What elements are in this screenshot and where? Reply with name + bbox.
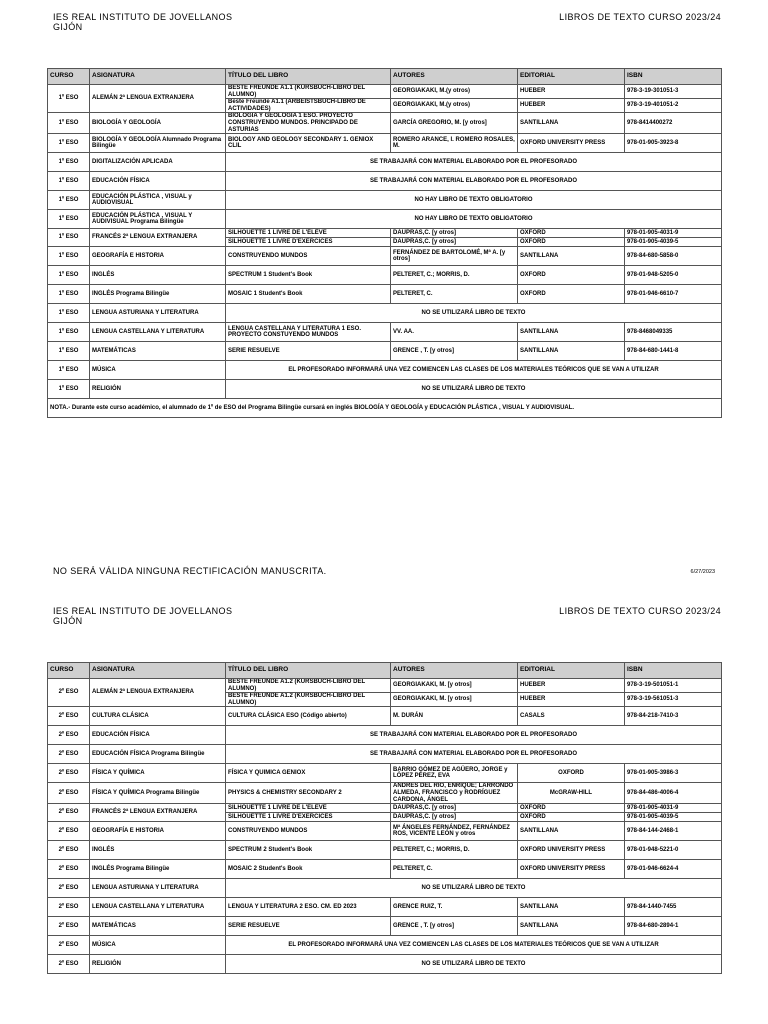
- titulo-cell: SILHOUETTE 1 LIVRE DE L'ÉLÈVE: [226, 229, 391, 238]
- curso-cell: 1º ESO: [48, 153, 90, 172]
- editorial-cell: CASALS: [518, 707, 625, 726]
- asignatura-cell: BIOLOGÍA Y GEOLOGÍA Alumnado Programa Bilingüe: [90, 134, 226, 153]
- autores-cell: ANDRÉS DEL RIO, ENRIQUE; LARRONDO ALMEDA, FRANCISCO y RODRÍGUEZ CARDONA, ÁNGEL: [391, 783, 518, 804]
- asignatura-cell: FÍSICA Y QUÍMICA Programa Bilingüe: [90, 783, 226, 804]
- col-editorial-header: EDITORIAL: [518, 69, 625, 85]
- isbn-cell: 978-84-144-2468-1: [625, 822, 722, 841]
- curso-cell: 1º ESO: [48, 113, 90, 134]
- manuscript-note: NO SERÁ VÁLIDA NINGUNA RECTIFICACIÓN MANUSCRITA.: [53, 566, 327, 576]
- titulo-cell: CONSTRUYENDO MUNDOS: [226, 247, 391, 266]
- table-row: [48, 841, 722, 860]
- autores-cell: GRENCE , T. [y otros]: [391, 917, 518, 936]
- isbn-cell: 978-3-19-561051-3: [625, 693, 722, 707]
- note-cell: SE TRABAJARÁ CON MATERIAL ELABORADO POR EL PROFESORADO: [226, 745, 722, 764]
- titulo-cell: BIOLOGÍA Y GEOLOGÍA 1 ESO. PROYECTO CONSTRUYENDO MUNDOS. PRINCIPADO DE ASTURIAS: [226, 113, 391, 134]
- asignatura-cell: EDUCACIÓN FÍSICA: [90, 726, 226, 745]
- titulo-cell: BESTE FREUNDE A1.1 (KURSBUCH-LIBRO DEL ALUMNO): [226, 85, 391, 99]
- asignatura-cell: DIGITALIZACIÓN APLICADA: [90, 153, 226, 172]
- isbn-cell: 978-01-905-3986-3: [625, 764, 722, 783]
- autores-cell: GARCÍA GREGORIO, M. [y otros]: [391, 113, 518, 134]
- curso-cell: 2º ESO: [48, 917, 90, 936]
- asignatura-cell: GEOGRAFÍA E HISTORIA: [90, 247, 226, 266]
- asignatura-cell: INGLÉS: [90, 266, 226, 285]
- col-editorial-header: EDITORIAL: [518, 663, 625, 679]
- autores-cell: PELTERET, C.; MORRIS, D.: [391, 841, 518, 860]
- col-titulo-header: TÍTULO DEL LIBRO: [226, 663, 391, 679]
- curso-cell: 2º ESO: [48, 804, 90, 822]
- curso-cell: 2º ESO: [48, 707, 90, 726]
- titulo-cell: FÍSICA Y QUIMICA GENIOX: [226, 764, 391, 783]
- col-autores-header: AUTORES: [391, 663, 518, 679]
- curso-cell: 2º ESO: [48, 822, 90, 841]
- asignatura-cell: INGLÉS: [90, 841, 226, 860]
- curso-cell: 1º ESO: [48, 304, 90, 323]
- curso-cell: 2º ESO: [48, 783, 90, 804]
- note-cell: NO HAY LIBRO DE TEXTO OBLIGATORIO: [226, 191, 722, 210]
- asignatura-cell: FÍSICA Y QUÍMICA: [90, 764, 226, 783]
- table-row: [48, 153, 722, 172]
- editorial-cell: SANTILLANA: [518, 917, 625, 936]
- autores-cell: GEORGIAKAKI, M.(y otros): [391, 85, 518, 99]
- autores-cell: BARRIO GÓMEZ DE AGÜERO, JORGE y LÓPEZ PÉREZ, EVA: [391, 764, 518, 783]
- asignatura-cell: FRANCÉS 2ª LENGUA EXTRANJERA: [90, 804, 226, 822]
- table-row: [48, 247, 722, 266]
- school-city: GIJÓN: [53, 616, 83, 626]
- titulo-cell: CULTURA CLÁSICA ESO (Código abierto): [226, 707, 391, 726]
- col-curso-header: CURSO: [48, 69, 90, 85]
- isbn-cell: 978-01-948-5205-0: [625, 266, 722, 285]
- curso-cell: 1º ESO: [48, 191, 90, 210]
- curso-cell: 1º ESO: [48, 285, 90, 304]
- table-row: [48, 172, 722, 191]
- titulo-cell: SPECTRUM 1 Student's Book: [226, 266, 391, 285]
- editorial-cell: OXFORD: [518, 813, 625, 822]
- asignatura-cell: INGLÉS Programa Bilingüe: [90, 285, 226, 304]
- autores-cell: ROMERO ARANCE, I. ROMERO ROSALES, M.: [391, 134, 518, 153]
- isbn-cell: 978-84-1440-7455: [625, 898, 722, 917]
- curso-cell: 1º ESO: [48, 210, 90, 229]
- isbn-cell: 978-01-948-5221-0: [625, 841, 722, 860]
- col-autores-header: AUTORES: [391, 69, 518, 85]
- col-isbn-header: ISBN: [625, 69, 722, 85]
- asignatura-cell: MÚSICA: [90, 936, 226, 955]
- autores-cell: DAUPRAS,C. [y otros]: [391, 229, 518, 238]
- autores-cell: GEORGIAKAKI, M. [y otros]: [391, 693, 518, 707]
- curso-cell: 2º ESO: [48, 745, 90, 764]
- note-cell: SE TRABAJARÁ CON MATERIAL ELABORADO POR EL PROFESORADO: [226, 153, 722, 172]
- doc-title-1: LIBROS DE TEXTO CURSO 2023/24: [559, 12, 721, 22]
- editorial-cell: OXFORD: [518, 285, 625, 304]
- editorial-cell: SANTILLANA: [518, 247, 625, 266]
- note-cell: NO SE UTILIZARÁ LIBRO DE TEXTO: [226, 380, 722, 399]
- curso-cell: 1º ESO: [48, 323, 90, 342]
- school-header-1: [53, 12, 232, 32]
- curso-cell: 1º ESO: [48, 172, 90, 191]
- curso-cell: 1º ESO: [48, 134, 90, 153]
- asignatura-cell: LENGUA CASTELLANA Y LITERATURA: [90, 323, 226, 342]
- table-row: [48, 304, 722, 323]
- asignatura-cell: RELIGIÓN: [90, 955, 226, 974]
- curso-cell: 1º ESO: [48, 266, 90, 285]
- editorial-cell: McGRAW-HILL: [518, 783, 625, 804]
- titulo-cell: LENGUA CASTELLANA Y LITERATURA 1 ESO. PROYECTO CONSTUYENDO MUNDOS: [226, 323, 391, 342]
- table-row: [48, 266, 722, 285]
- table-row: [48, 783, 722, 804]
- table-row: [48, 917, 722, 936]
- textbook-table-1eso: [47, 68, 722, 418]
- curso-cell: 2º ESO: [48, 955, 90, 974]
- curso-cell: 2º ESO: [48, 860, 90, 879]
- editorial-cell: SANTILLANA: [518, 342, 625, 361]
- table-row: [48, 898, 722, 917]
- table-row: [48, 229, 722, 238]
- col-isbn-header: ISBN: [625, 663, 722, 679]
- isbn-cell: 978-01-905-3923-8: [625, 134, 722, 153]
- col-asignatura-header: ASIGNATURA: [90, 663, 226, 679]
- curso-cell: 1º ESO: [48, 247, 90, 266]
- curso-cell: 1º ESO: [48, 361, 90, 380]
- isbn-cell: 978-84-486-4006-4: [625, 783, 722, 804]
- table-row: [48, 85, 722, 99]
- autores-cell: PELTERET, C.: [391, 285, 518, 304]
- autores-cell: GRENCE RUIZ, T.: [391, 898, 518, 917]
- editorial-cell: OXFORD: [518, 266, 625, 285]
- autores-cell: DAUPRAS,C. [y otros]: [391, 238, 518, 247]
- autores-cell: PELTERET, C.; MORRIS, D.: [391, 266, 518, 285]
- editorial-cell: OXFORD: [518, 764, 625, 783]
- autores-cell: M. DURÁN: [391, 707, 518, 726]
- titulo-cell: BESTE FREUNDE A1.2 (KURSBUCH-LIBRO DEL ALUMNO): [226, 679, 391, 693]
- table-row: [48, 285, 722, 304]
- table-row: [48, 134, 722, 153]
- curso-cell: 2º ESO: [48, 764, 90, 783]
- asignatura-cell: GEOGRAFÍA E HISTORIA: [90, 822, 226, 841]
- asignatura-cell: BIOLOGÍA Y GEOLOGÍA: [90, 113, 226, 134]
- autores-cell: VV. AA.: [391, 323, 518, 342]
- asignatura-cell: LENGUA ASTURIANA Y LITERATURA: [90, 879, 226, 898]
- isbn-cell: 978-3-19-301051-3: [625, 85, 722, 99]
- table-row: [48, 342, 722, 361]
- table-row: [48, 380, 722, 399]
- asignatura-cell: MÚSICA: [90, 361, 226, 380]
- col-asignatura-header: ASIGNATURA: [90, 69, 226, 85]
- asignatura-cell: INGLÉS Programa Bilingüe: [90, 860, 226, 879]
- table-header-row: [48, 69, 722, 85]
- table-row: [48, 745, 722, 764]
- isbn-cell: 978-84-680-1441-8: [625, 342, 722, 361]
- titulo-cell: SILHOUETTE 1 LIVRE DE L'ELEVE: [226, 804, 391, 813]
- titulo-cell: PHYSICS & CHEMISTRY SECONDARY 2: [226, 783, 391, 804]
- note-cell: NO SE UTILIZARÁ LIBRO DE TEXTO: [226, 304, 722, 323]
- table-row: [48, 822, 722, 841]
- isbn-cell: 978-01-905-4031-9: [625, 804, 722, 813]
- isbn-cell: 978-84-680-2894-1: [625, 917, 722, 936]
- editorial-cell: HUEBER: [518, 693, 625, 707]
- titulo-cell: Beste Freunde A1.1 (ARBEISTSBUCH-LIBRO DE ACTIVIDADES): [226, 99, 391, 113]
- isbn-cell: 978-8468049335: [625, 323, 722, 342]
- titulo-cell: SILHOUETTE 1 LIVRE D'EXERCICES: [226, 813, 391, 822]
- autores-cell: GEORGIAKAKI, M.(y otros): [391, 99, 518, 113]
- school-header-2: [53, 606, 232, 626]
- editorial-cell: SANTILLANA: [518, 822, 625, 841]
- asignatura-cell: LENGUA CASTELLANA Y LITERATURA: [90, 898, 226, 917]
- doc-title-2: LIBROS DE TEXTO CURSO 2023/24: [559, 606, 721, 616]
- table-row: [48, 113, 722, 134]
- note-cell: EL PROFESORADO INFORMARÁ UNA VEZ COMIENCEN LAS CLASES DE LOS MATERIALES TEÓRICOS QUE SE VAN A UTILIZAR: [226, 361, 722, 380]
- table-row: [48, 764, 722, 783]
- curso-cell: 2º ESO: [48, 879, 90, 898]
- editorial-cell: HUEBER: [518, 679, 625, 693]
- asignatura-cell: MATEMÁTICAS: [90, 917, 226, 936]
- school-name: IES REAL INSTITUTO DE JOVELLANOS: [53, 606, 233, 616]
- titulo-cell: SERIE RESUELVE: [226, 917, 391, 936]
- titulo-cell: MOSAIC 2 Student's Book: [226, 860, 391, 879]
- note-cell: NO SE UTILIZARÁ LIBRO DE TEXTO: [226, 879, 722, 898]
- editorial-cell: SANTILLANA: [518, 898, 625, 917]
- col-curso-header: CURSO: [48, 663, 90, 679]
- curso-cell: 1º ESO: [48, 380, 90, 399]
- table-row: [48, 804, 722, 813]
- autores-cell: DAUPRAS,C. [y otros]: [391, 804, 518, 813]
- table-row: [48, 860, 722, 879]
- editorial-cell: OXFORD UNIVERSITY PRESS: [518, 841, 625, 860]
- titulo-cell: SERIE RESUELVE: [226, 342, 391, 361]
- editorial-cell: OXFORD: [518, 229, 625, 238]
- school-name: IES REAL INSTITUTO DE JOVELLANOS: [53, 12, 233, 22]
- curso-cell: 2º ESO: [48, 726, 90, 745]
- table-row: [48, 879, 722, 898]
- editorial-cell: OXFORD: [518, 238, 625, 247]
- table-row: [48, 936, 722, 955]
- curso-cell: 2º ESO: [48, 936, 90, 955]
- editorial-cell: SANTILLANA: [518, 323, 625, 342]
- table-row: [48, 191, 722, 210]
- curso-cell: 1º ESO: [48, 229, 90, 247]
- note-cell: EL PROFESORADO INFORMARÁ UNA VEZ COMIENCEN LAS CLASES DE LOS MATERIALES TEÓRICOS QUE SE VAN A UTILIZAR: [226, 936, 722, 955]
- isbn-cell: 978-01-905-4039-5: [625, 238, 722, 247]
- editorial-cell: OXFORD UNIVERSITY PRESS: [518, 134, 625, 153]
- isbn-cell: 978-84-218-7410-3: [625, 707, 722, 726]
- nota-cell: NOTA.- Durante este curso académico, el alumnado de 1º de ESO del Programa Bilingüe cursará en inglés BIOLOGÍA Y GEOLOGÍA y EDUCACIÓN PLÁSTICA , VISUAL Y AUDIOVISUAL.: [48, 399, 722, 418]
- titulo-cell: BIOLOGY AND GEOLOGY SECONDARY 1. GENIOX CLIL: [226, 134, 391, 153]
- titulo-cell: CONSTRUYENDO MUNDOS: [226, 822, 391, 841]
- editorial-cell: SANTILLANA: [518, 113, 625, 134]
- isbn-cell: 978-84-680-5858-0: [625, 247, 722, 266]
- note-cell: NO HAY LIBRO DE TEXTO OBLIGATORIO: [226, 210, 722, 229]
- table-row: [48, 707, 722, 726]
- school-city: GIJÓN: [53, 22, 83, 32]
- asignatura-cell: ALEMÁN 2ª LENGUA EXTRANJERA: [90, 85, 226, 113]
- table-row: [48, 726, 722, 745]
- curso-cell: 1º ESO: [48, 342, 90, 361]
- textbook-table-2eso: [47, 662, 722, 974]
- curso-cell: 2º ESO: [48, 679, 90, 707]
- asignatura-cell: EDUCACIÓN FÍSICA Programa Bilingüe: [90, 745, 226, 764]
- isbn-cell: 978-01-905-4031-9: [625, 229, 722, 238]
- editorial-cell: HUEBER: [518, 99, 625, 113]
- note-cell: SE TRABAJARÁ CON MATERIAL ELABORADO POR EL PROFESORADO: [226, 172, 722, 191]
- autores-cell: PELTERET, C.: [391, 860, 518, 879]
- autores-cell: Mª ÁNGELES FERNÁNDEZ, FERNÁNDEZ ROS, VICENTE LEÓN y otros: [391, 822, 518, 841]
- isbn-cell: 978-3-19-401051-2: [625, 99, 722, 113]
- titulo-cell: BESTE FREUNDE A1.2 (KURSBUCH-LIBRO DEL ALUMNO): [226, 693, 391, 707]
- table-row: [48, 323, 722, 342]
- curso-cell: 2º ESO: [48, 898, 90, 917]
- autores-cell: DAUPRAS,C. [y otros]: [391, 813, 518, 822]
- titulo-cell: MOSAIC 1 Student's Book: [226, 285, 391, 304]
- asignatura-cell: ALEMÁN 2ª LENGUA EXTRANJERA: [90, 679, 226, 707]
- nota-row: [48, 399, 722, 418]
- titulo-cell: SPECTRUM 2 Student's Book: [226, 841, 391, 860]
- asignatura-cell: EDUCACIÓN PLÁSTICA , VISUAL Y AUDIVISUAL Programa Bilingüe: [90, 210, 226, 229]
- table-header-row: [48, 663, 722, 679]
- col-titulo-header: TÍTULO DEL LIBRO: [226, 69, 391, 85]
- table-row: [48, 679, 722, 693]
- isbn-cell: 978-3-19-501051-1: [625, 679, 722, 693]
- autores-cell: FERNÁNDEZ DE BARTOLOMÉ, Mª A. [y otros]: [391, 247, 518, 266]
- curso-cell: 2º ESO: [48, 841, 90, 860]
- autores-cell: GRENCE , T. [y otros]: [391, 342, 518, 361]
- isbn-cell: 978-8414400272: [625, 113, 722, 134]
- curso-cell: 1º ESO: [48, 85, 90, 113]
- table-row: [48, 210, 722, 229]
- asignatura-cell: FRANCÉS 2ª LENGUA EXTRANJERA: [90, 229, 226, 247]
- titulo-cell: LENGUA Y LITERATURA 2 ESO. CM. ED 2023: [226, 898, 391, 917]
- asignatura-cell: EDUCACIÓN FÍSICA: [90, 172, 226, 191]
- editorial-cell: OXFORD UNIVERSITY PRESS: [518, 860, 625, 879]
- asignatura-cell: EDUCACIÓN PLÁSTICA , VISUAL y AUDIOVISUAL: [90, 191, 226, 210]
- autores-cell: GEORGIAKAKI, M. [y otros]: [391, 679, 518, 693]
- editorial-cell: OXFORD: [518, 804, 625, 813]
- note-cell: SE TRABAJARÁ CON MATERIAL ELABORADO POR EL PROFESORADO: [226, 726, 722, 745]
- isbn-cell: 978-01-905-4039-5: [625, 813, 722, 822]
- table-row: [48, 955, 722, 974]
- asignatura-cell: LENGUA ASTURIANA Y LITERATURA: [90, 304, 226, 323]
- asignatura-cell: CULTURA CLÁSICA: [90, 707, 226, 726]
- print-date: 6/27/2023: [690, 569, 715, 575]
- asignatura-cell: MATEMÁTICAS: [90, 342, 226, 361]
- note-cell: NO SE UTILIZARÁ LIBRO DE TEXTO: [226, 955, 722, 974]
- table-row: [48, 361, 722, 380]
- isbn-cell: 978-01-946-6610-7: [625, 285, 722, 304]
- asignatura-cell: RELIGIÓN: [90, 380, 226, 399]
- isbn-cell: 978-01-946-6624-4: [625, 860, 722, 879]
- editorial-cell: HUEBER: [518, 85, 625, 99]
- titulo-cell: SILHOUETTE 1 LIVRE D'EXERCICES: [226, 238, 391, 247]
